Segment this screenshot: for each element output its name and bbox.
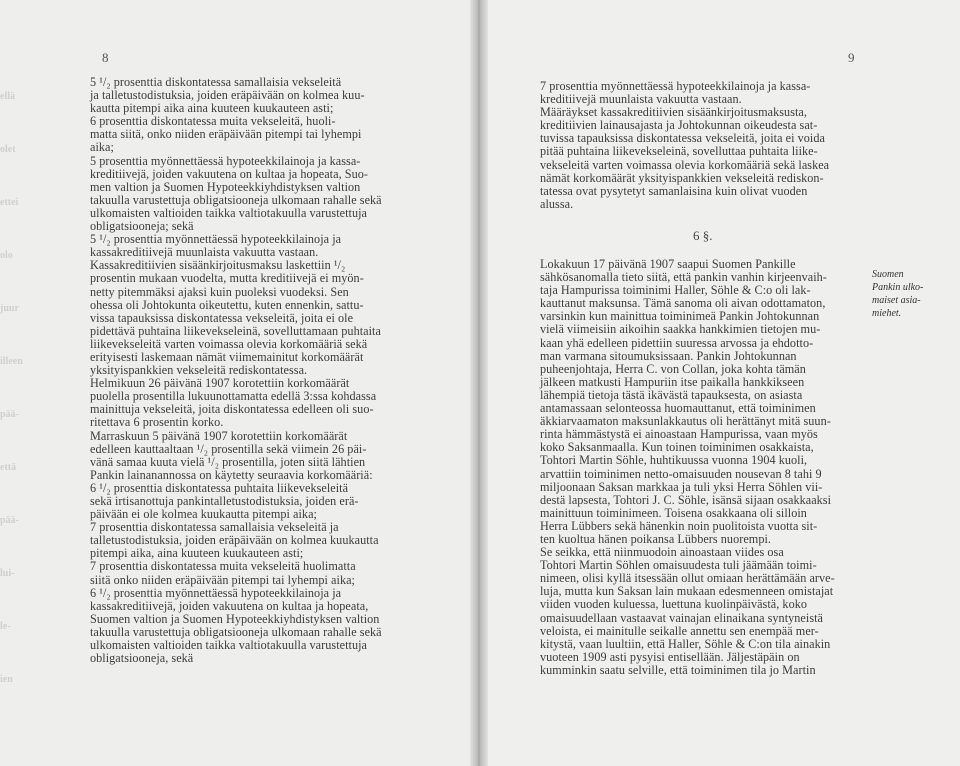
text-line: tatessa ovat pysytetyt samanlaisina kuin olivat vuoden [540,183,808,198]
text-line: 7 prosenttia myönnettäessä hypoteekkilainoja ja kassa- [540,79,811,93]
text-line: puheenjohtaja, Herra C. von Collan, joka kohta tämän [540,361,806,376]
text-line: kreditiivejä, joiden vakuutena on kultaa ja hopeata, Suo- [90,166,368,181]
text-line: kauttanut maksunsa. Tämä sanoma oli aivan odottamaton, [540,296,826,311]
bleed-through-text [0,0,80,766]
text-line: liikevekseleitä varten voimassa olevia korkomääriä sekä [90,336,368,351]
text-line: Helmikuun 26 päivänä 1907 korotettiin korkomäärät [90,376,350,391]
text-line: ten kuoltua hänen poikansa Lübbers nuorempi. [540,531,771,546]
left-page [0,0,478,766]
text-line: vielä viimeisiin aikoihin saakka hankkimien tietojen mu- [540,322,821,337]
margin-note-line: maiset asia- [872,295,921,306]
text-line: Lokakuun 17 päivänä 1907 saapui Suomen Pankille [540,257,796,271]
bleed-fragment: että [0,462,17,473]
text-line: obligatsiooneja, sekä [90,651,194,666]
margin-note-line: Pankin ulko- [872,282,924,293]
text-line: edelleen kauttaaltaan ¹/₂ prosentilla sekä viimein 26 päi- [90,441,367,456]
text-line: 6 ¹/₂ prosenttia diskontatessa puhtaita liikevekseleitä [90,480,349,495]
right-page-number: 9 [848,50,855,65]
book-gutter [470,0,488,766]
text-line: takuulla varustettuja obligatsiooneja ulkomaan rahalle sekä [90,192,382,207]
text-line: Marraskuun 5 päivänä 1907 korotettiin korkomäärät [90,428,348,443]
bleed-fragment: olet [0,144,16,155]
text-line: omaisuudellaan vastaavat vainajan elinaikana syntyneistä [540,610,824,625]
text-line: mainittuun toiminimeen. Toisena osakkaana oli silloin [540,505,807,520]
text-line: kumminkin saatu selville, että toiminimen tila jo Martin [540,662,816,677]
bleed-fragment: le- [0,621,11,632]
text-line: man varmana sitoumuksissaan. Pankin Johtokunnan [540,348,797,363]
text-line: pidettävä puhtaina liikevekseleinä, sovelluttamaan puhtaita [90,323,381,338]
text-line: viiden vuoden kuluessa, luettuna kuolinpäivästä, koko [540,597,808,612]
text-line: 7 prosenttia diskontatessa samallaisia vekseleitä ja [90,520,339,535]
text-line: Herra Lübbers sekä hänenkin noin puolitoista vuotta sit- [540,518,818,533]
text-line: vissa tapauksissa diskontatessa vekseleitä, joita ei ole [90,310,354,325]
text-line: miljoonaan Saksan markkaa ja tuli yksi Herra Söhlen vii- [540,479,823,494]
text-line: 5 ¹/₂ prosenttia myönnettäessä hypoteekkilainoja ja [90,232,342,247]
text-line: arvattiin toiminimen netto-omaisuuden nousevan 8 tahi 9 [540,466,822,481]
text-line: sähkösanomalla tieto siitä, että pankin vanhin kirjeenvaih- [540,270,827,285]
text-line: kreditiivien lainausajasta ja Johtokunnan oikeudesta sat- [540,118,818,133]
text-line: vänä samaa kuuta vielä ¹/₂ prosentilla, joten siitä lähtien [90,454,366,469]
text-line: ja talletustodistuksia, joiden eräpäivään on kolmea kuu- [90,88,365,103]
section-heading: 6 §. [693,228,713,243]
left-page-body [90,76,442,665]
text-line: ritettava 6 prosentin korko. [90,415,224,430]
text-line: ohessa oli Johtokunta oikeutettu, kuten ennenkin, sattu- [90,297,364,312]
text-line: kassakreditiivejä muunlaista vakuutta vastaan. [90,245,319,260]
bleed-fragment: illeen [0,356,23,367]
text-line: puolella prosentilla lukuunottamatta edellä 3:ssa kohdassa [90,389,377,404]
text-line: Tohtori Martin Söhlen omaisuudesta tuli jäämään toimi- [540,558,817,573]
text-line: men valtion ja Suomen Hypoteekkiyhdistyksen valtion [90,179,361,194]
text-line: Määräykset kassakreditiivien sisäänkirjoitusmaksusta, [540,105,807,120]
right-page-body-bottom [540,258,870,677]
text-line: 5 prosenttia myönnettäessä hypoteekkilainoja ja kassa- [90,153,361,168]
text-line: veloista, ei mainitulle seikalle annettu sen enempää mer- [540,623,819,638]
text-line: päivään ei ole kolmea kuukautta pitempi aika; [90,507,317,522]
text-line: antamassaan selonteossa huomauttanut, että toiminimen [540,401,816,416]
bleed-fragment: pää- [0,515,19,526]
text-line: vuoteen 1909 asti pysyisi entisellään. Jäljestäpäin on [540,649,800,664]
bleed-fragment: ellä [0,91,15,102]
text-line: mainittuja vekseleitä, joita diskontatessa edelleen oli suo- [90,402,374,417]
text-line: kitystä, vaan luultiin, että Haller, Söhle & C:on tila ainakin [540,636,831,651]
text-line: Tohtori Martin Söhle, huhtikuussa vuonna 1904 kuoli, [540,453,808,468]
text-line: 5 ¹/₂ prosenttia diskontatessa samallaisia vekseleitä [90,75,342,89]
text-line: prosentin mukaan vuodelta, mutta kreditiivejä ei myön- [90,271,364,286]
text-line: jälkeen matkusti Hampuriin itse paikalla hankkikseen [540,374,805,389]
text-line: varsinkin kun mainittua toiminimeä Pankin Johtokunnan [540,309,820,324]
text-line: Kassakreditiivien sisäänkirjoitusmaksu laskettiin ¹/₂ [90,258,346,273]
text-line: lähempiä tietoja tästä ikävästä tapauksesta, on asiasta [540,387,803,402]
margin-note-line: Suomen [872,269,904,280]
text-line: nimeen, olisi kyllä itsessään ollut omiaan herättämään arve- [540,571,835,586]
text-line: 6 ¹/₂ prosenttia myönnettäessä hypoteekkilainoja ja [90,585,342,600]
text-line: destä lapsesta, Tohtori J. C. Söhle, isänsä sijaan osakkaaksi [540,492,832,507]
text-line: tuvissa tapauksissa diskontatessa vekseleitä, joita ei voida [540,131,825,146]
bleed-fragment: lui- [0,568,15,579]
text-line: alussa. [540,196,574,211]
text-line: Suomen valtion ja Suomen Hypoteekkiyhdistyksen valtion [90,611,380,626]
bleed-fragment: juur [0,303,19,314]
text-line: ulkomaisten valtioiden taikka valtiotakuulla varustettuja [90,205,367,220]
text-line: pitempi aika, aina kuuteen kuukauteen asti; [90,546,304,561]
text-line: talletustodistuksia, joiden eräpäivään on kolmea kuukautta [90,533,379,548]
text-line: nämät korkomäärät yksityispankkien vekseleitä rediskon- [540,170,824,185]
text-line: obligatsiooneja; sekä [90,219,194,234]
text-line: äkkiarvaamaton maksunlakkautus oli herättänyt mitä suun- [540,414,831,429]
text-line: siitä onko niiden eräpäivään pitempi tai lyhempi aika; [90,572,355,587]
text-line: pitää puhtaina liikevekseleinä, sovelluttaa puhtaita liike- [540,144,818,159]
text-line: ulkomaisten valtioiden taikka valtiotakuulla varustettuja [90,638,367,653]
margin-note-line: miehet. [872,308,902,319]
bleed-fragment: olo [0,250,13,261]
text-line: luja, mutta kun Saksan lain mukaan edesmenneen omistajat [540,584,834,599]
text-line: Se seikka, että niinmuodoin ainoastaan viides osa [540,545,784,560]
text-line: takuulla varustettuja obligatsiooneja ulkomaan rahalle sekä [90,624,382,639]
bleed-fragment: ettei [0,197,19,208]
text-line: kreditiivejä muunlaista vakuutta vastaan. [540,92,742,107]
text-line: yksityispankkien vekseleitä rediskontatessa. [90,363,308,378]
text-line: matta siitä, onko niiden eräpäivään pitempi tai lyhempi [90,127,362,142]
text-line: 7 prosenttia diskontatessa muita vekseleitä huolimatta [90,559,356,574]
text-line: netty pitemmäksi ajaksi kuin puoleksi vuodeksi. Sen [90,284,349,299]
text-line: vekseleitä varten voimassa olevia korkomääriä sekä laskea [540,157,830,172]
text-line: kautta pitempi aika aina kuuteen kuukauteen asti; [90,101,334,116]
bleed-fragment: pää- [0,409,19,420]
text-line: 6 prosenttia diskontatessa muita vekseleitä, huoli- [90,114,336,129]
text-line: rinta hämmästystä ei ainoastaan Hampurissa, vaan myös [540,427,818,442]
right-page-body-top [540,80,870,211]
text-line: kassakreditiivejä, joiden vakuutena on kultaa ja hopeata, [90,598,369,613]
bleed-fragment: ien [0,674,13,685]
text-line: sekä irtisanottuja pankintalletustodistuksia, joiden erä- [90,494,359,508]
text-line: erityisesti laskemaan nämät viimemainitut korkomäärät [90,349,364,364]
text-line: koko Saksanmaalla. Kun toinen toiminimen osakkaista, [540,440,814,455]
text-line: kaan yhä edelleen pidettiin suuressa arvossa ja ehdotto- [540,335,814,350]
text-line: aika; [90,140,114,155]
left-page-number: 8 [102,50,109,65]
margin-note [872,268,952,320]
text-line: Pankin lainanannossa on käytetty seuraavia korkomääriä: [90,467,373,482]
text-line: taja Hampurissa toiminimi Haller, Söhle & C:o oli lak- [540,283,811,298]
